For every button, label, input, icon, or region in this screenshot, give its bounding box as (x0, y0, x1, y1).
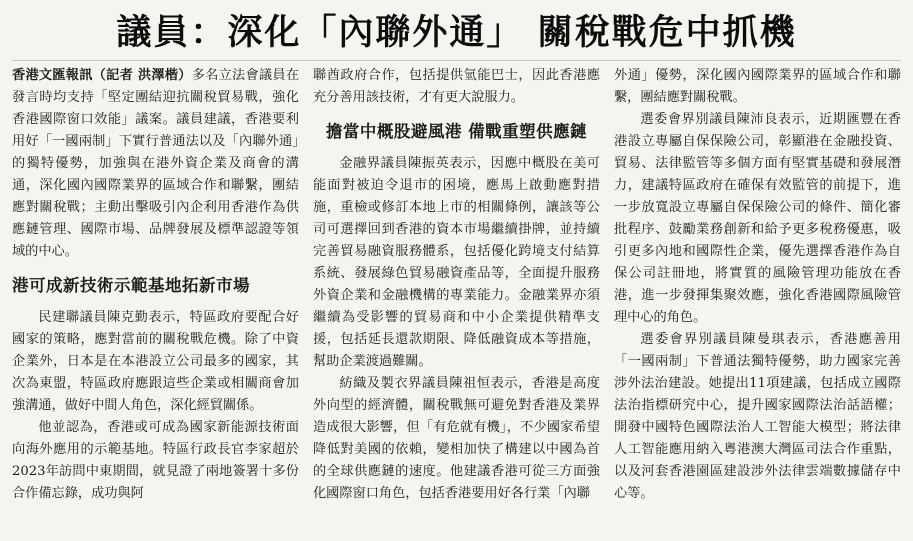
column-3 (614, 65, 901, 537)
column-1 (12, 65, 299, 537)
article-columns (12, 61, 901, 537)
subheading-1: 港可成新技術示範基地拓新市場 (12, 276, 250, 295)
paragraph: 金融界議員陳振英表示，因應中概股在美可能面對被迫令退市的困境，應馬上啟動應對措施，重檢或修訂本地上市的相關條例，讓該等公司可選擇回到香港的資本市場繼續掛牌，並持續完善貿易融資服務體系，包括優化跨境支付結算系統、發展綠色貿易融資產品等，全面提升服務外資企業和金融機構的專業能力。金融業界亦須繼續為受影響的貿易商和中小企業提供精準支援，包括延長還款期限、降低融資成本等措施，幫助企業渡過難關。 (313, 156, 600, 369)
paragraph: 紡織及製衣界議員陳祖恒表示，香港是高度外向型的經濟體，關稅戰無可避免對香港及業界造成很大影響，但「有危就有機」，不少國家希望降低對美國的依賴，變相加快了構建以中國為首的全球供應鏈的速度。他建議香港可從三方面強化國際窗口角色，包括香港要用好各行業「內聯 (313, 376, 600, 501)
paragraph: 民建聯議員陳克勤表示，特區政府要配合好國家的策略，應對當前的關稅戰危機。除了中資企業外，日本是在本港設立公司最多的國家，其次為東盟，特區政府應跟這些企業或相關商會加強溝通，做好中間人角色，深化經貿關係。 (12, 310, 299, 413)
paragraph-continued: 外通」優勢，深化國內國際業界的區域合作和聯繫，團結應對關稅戰。 (614, 68, 901, 105)
headline: 議員：深化「內聯外通」 關稅戰危中抓機 (12, 0, 901, 61)
paragraph-continued: 聯酋政府合作，包括提供氫能巴士，因此香港應充分善用該技術，才有更大說服力。 (313, 68, 600, 105)
subheading-2: 擔當中概股避風港 備戰重塑供應鏈 (325, 122, 588, 141)
paragraph: 他並認為，香港或可成為國家新能源技術面向海外應用的示範基地。特區行政長官李家超於2023年訪問中東期間，就見證了兩地簽署十多份合作備忘錄，成功與阿 (12, 420, 299, 501)
paragraph: 選委會界別議員陳沛良表示，近期匯豐在香港設立專屬自保保險公司，彰顯港在金融投資、貿易、法律監管等多個方面有堅實基礎和發展潛力，建議特區政府在確保有效監管的前提下，進一步放寬設立專屬自保保險公司的條件、簡化審批程序、鼓勵業務創新和給予更多稅務優惠，吸引更多內地和國際性企業，優先選擇香港作為自保公司註冊地，將實質的風險管理功能放在香港，進一步發揮集聚效應，強化香港國際風險管理中心的角色。 (614, 112, 901, 325)
paragraph: 選委會界別議員陳曼琪表示，香港應善用「一國兩制」下普通法獨特優勢，助力國家完善涉外法治建設。她提出11項建議，包括成立國際法治指標研究中心，提升國家國際法治話語權；開發中國特色國際法治人工智能大模型；將法律人工智能應用納入粵港澳大灣區司法合作重點，以及河套香港園區建設涉外法律雲端數據儲存中心等。 (614, 332, 901, 501)
byline: 香港文匯報訊（記者 洪澤楷） (12, 68, 192, 83)
lead-paragraph (12, 65, 299, 263)
column-2 (313, 65, 600, 537)
lead-text: 多名立法會議員在發言時均支持「堅定團結迎抗關稅貿易戰，強化香港國際窗口效能」議案。議員建議，香港要利用好「一國兩制」下實行普通法以及「內聯外通」的獨特優勢，加強與在港外資企業及商會的溝通，深化國內國際業界的區域合作和聯繫，團結應對關稅戰；主動出擊吸引內企利用香港作為供應鏈管理、國際市場、品牌發展及標準認證等領域的中心。 (12, 68, 299, 259)
